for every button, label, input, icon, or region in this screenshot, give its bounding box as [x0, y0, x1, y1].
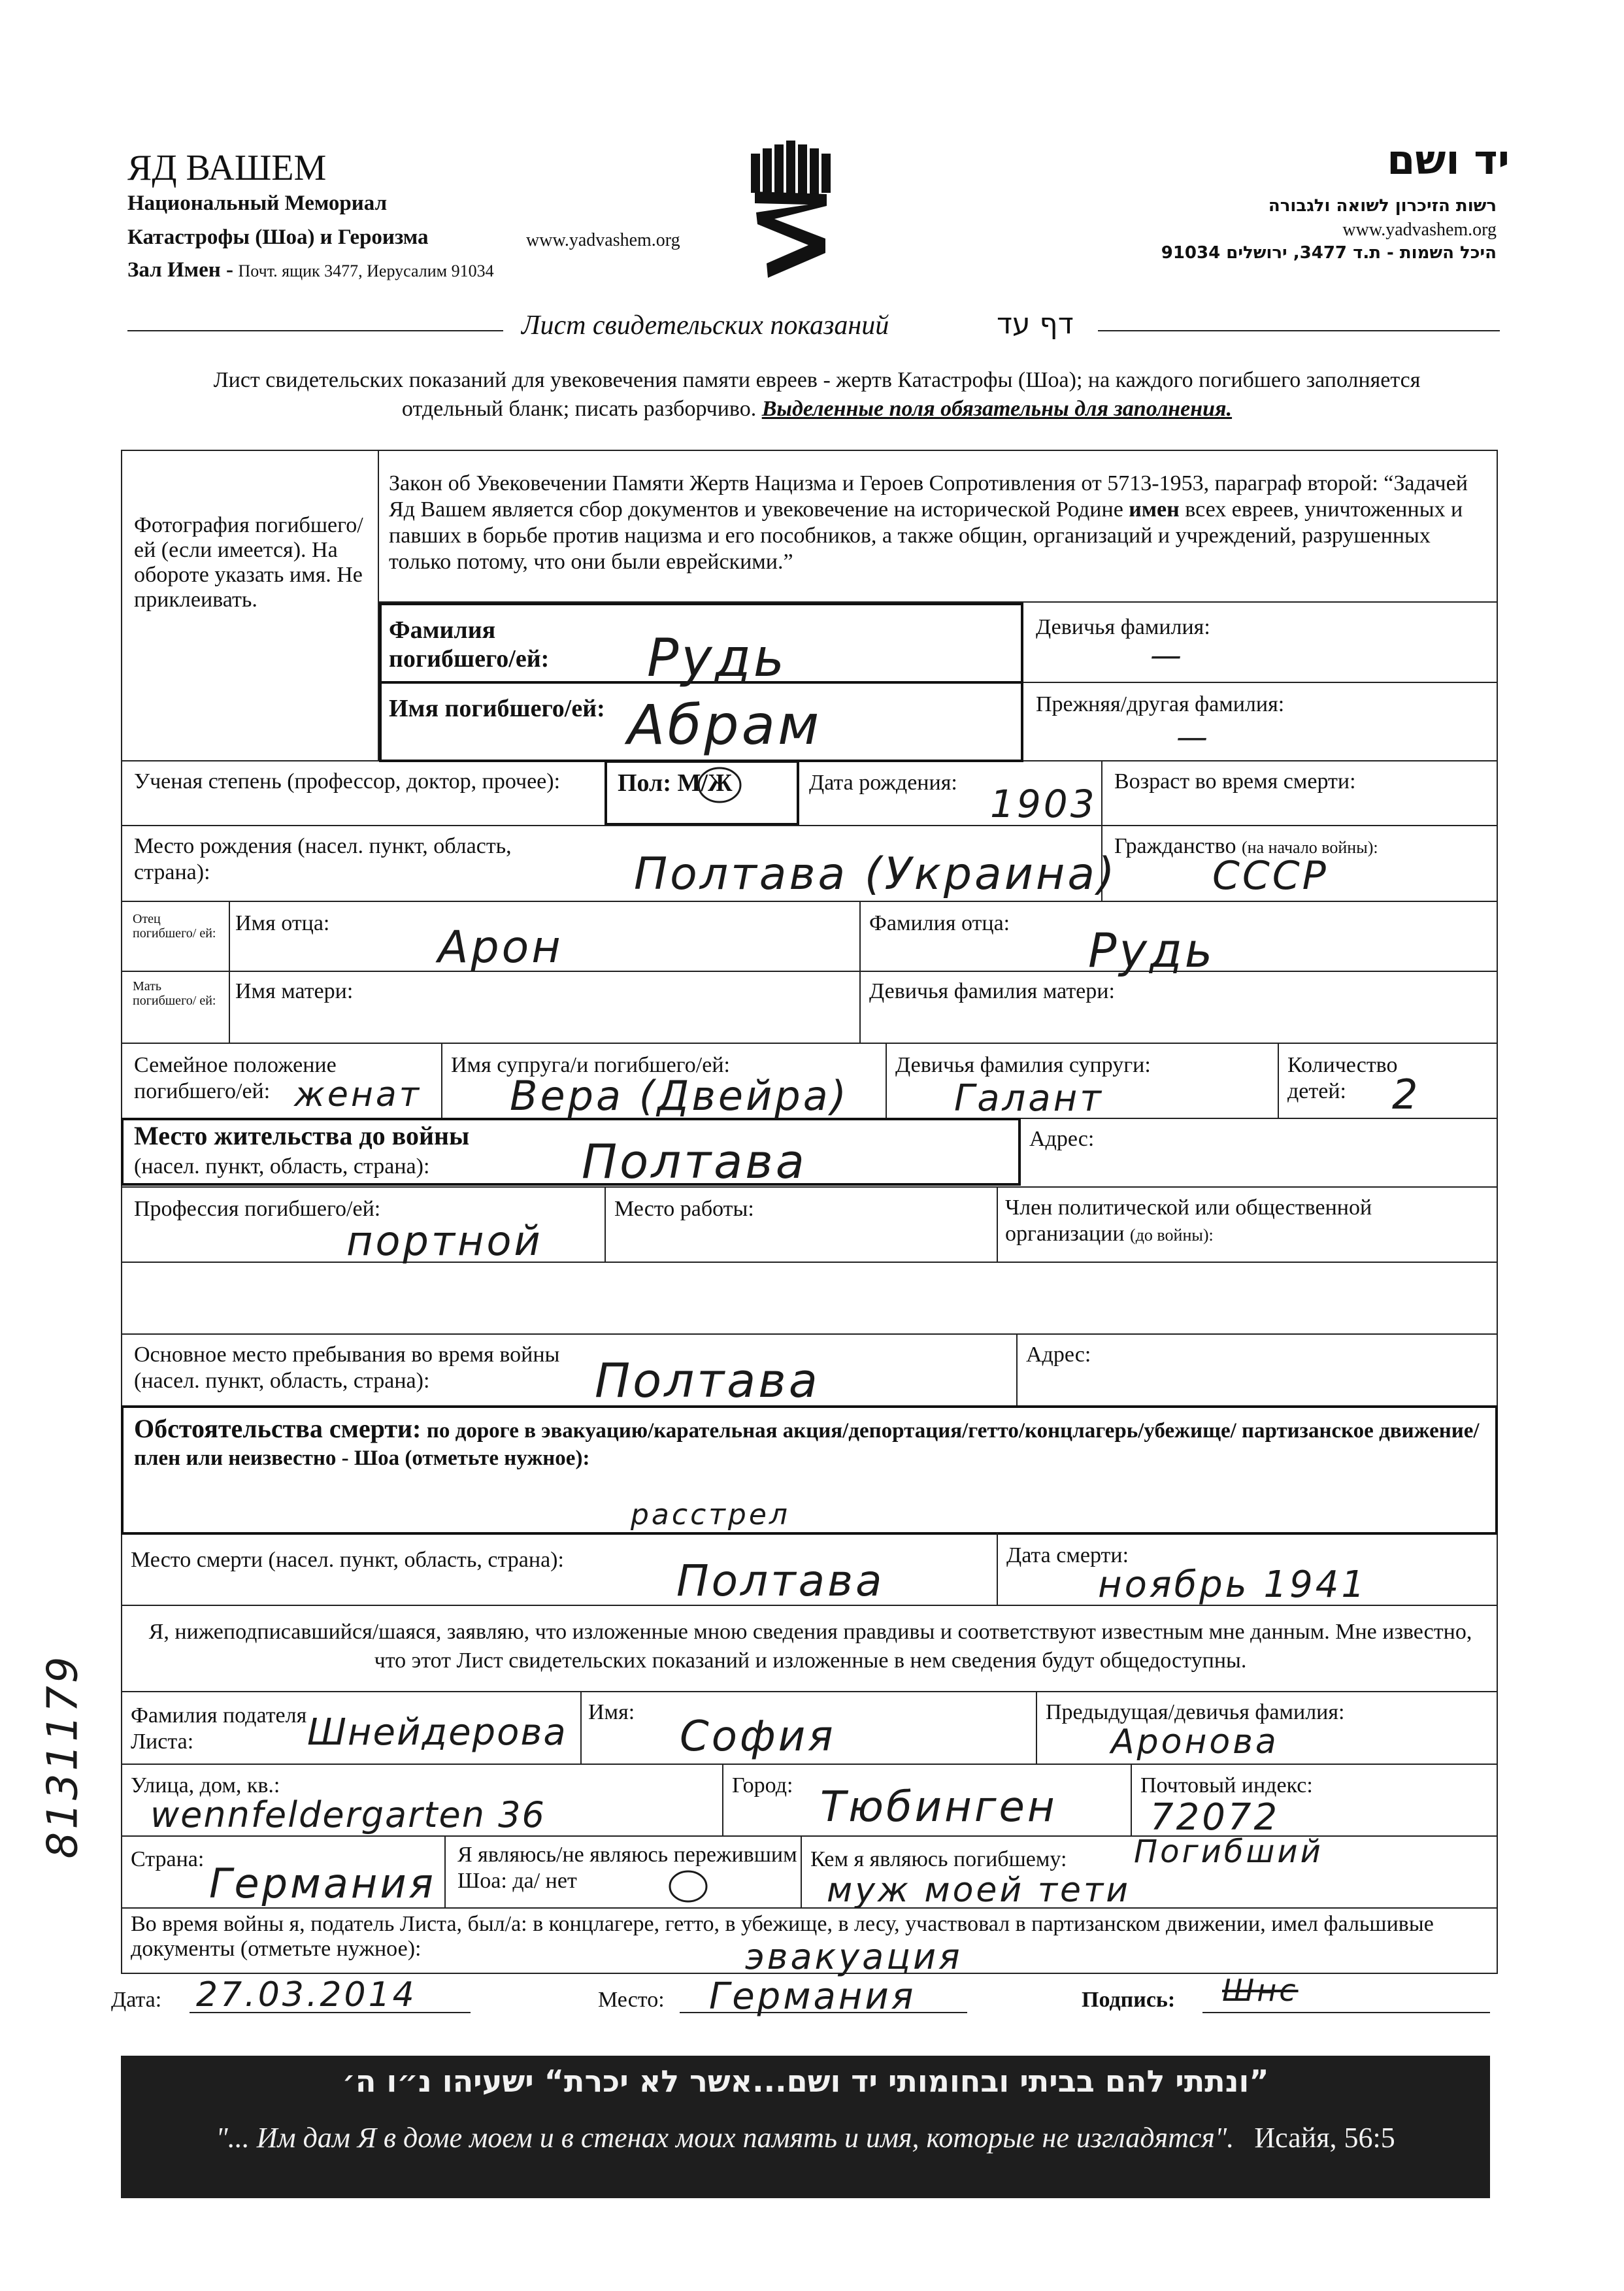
street-label: Улица, дом, кв.: — [131, 1773, 280, 1798]
row-profession-bottom — [121, 1262, 1498, 1263]
other-surname-label: Прежняя/другая фамилия: — [1036, 692, 1285, 716]
marital-label: Семейное положение погибшего/ей: — [134, 1053, 337, 1103]
row-father-top — [121, 901, 1498, 902]
children-value[interactable]: 2 — [1392, 1071, 1421, 1118]
authority-he: רשות הזיכרון לשואה ולגבורה — [1268, 196, 1497, 216]
father-name-value[interactable]: Арон — [438, 922, 563, 973]
birthplace-value[interactable]: Полтава (Украина) — [634, 848, 1118, 900]
profession-value[interactable]: портной — [346, 1217, 543, 1265]
date-value[interactable]: 27.03.2014 — [196, 1975, 417, 2015]
surname-label: Фамилия погибшего/ей: — [389, 616, 550, 673]
spouse-maiden-label: Девичья фамилия супруги: — [895, 1053, 1151, 1077]
death-place-value[interactable]: Полтава — [676, 1556, 885, 1606]
father-name-label: Имя отца: — [235, 911, 330, 935]
relation-value-1[interactable]: Погибший — [1134, 1833, 1323, 1870]
parent-side-div — [229, 901, 230, 1043]
frame-left — [121, 450, 122, 1973]
residence-label: Место жительства до войны — [134, 1121, 470, 1150]
member-text: Член политической или общественной организации — [1005, 1196, 1372, 1246]
circumstances-text — [134, 1415, 1487, 1472]
hall-address: Почт. ящик 3477, Иерусалим 91034 — [238, 261, 494, 280]
birthdate-label: Дата рождения: — [809, 771, 957, 795]
residence-value[interactable]: Полтава — [582, 1134, 807, 1189]
age-death-label: Возраст во время смерти: — [1114, 769, 1356, 794]
submitter-maiden-value[interactable]: Аронова — [1111, 1722, 1279, 1762]
maiden-value[interactable]: — — [1150, 637, 1184, 674]
death-place-label: Место смерти (насел. пункт, область, страна): — [131, 1548, 564, 1572]
logo-candle-3 — [774, 144, 784, 194]
relation-label: Кем я являюсь погибшему: — [810, 1847, 1067, 1871]
row-birthplace-top — [121, 825, 1498, 826]
law-text — [389, 471, 1487, 575]
children-label: Количество детей: — [1287, 1053, 1398, 1103]
country-div-1 — [444, 1835, 446, 1907]
spouse-name-label: Имя супруга/и погибшего/ей: — [451, 1053, 730, 1077]
declaration-text: Я, нижеподписавшийся/шаяся, заявляю, что изложенные мною сведения правдивы и соответствуют известным мне данным. Мне известно, что этот Лист свидетельских показаний и изложенные в нем сведения будут общедоступны. — [148, 1620, 1472, 1673]
father-side-label: Отец погибшего/ ей: — [133, 912, 216, 941]
submitter-name-value[interactable]: София — [680, 1713, 836, 1761]
hall-label: Зал Имен - — [127, 258, 234, 282]
submitter-maiden-label: Предыдущая/девичья фамилия: — [1046, 1700, 1345, 1724]
father-surname-label: Фамилия отца: — [869, 911, 1010, 935]
circumstances-options: по дороге в эвакуацию/карательная акция/депортация/гетто/концлагерь/убежище/ партизанское движение/плен или неизвестно - Шоа (отметьте нужное): — [134, 1419, 1480, 1470]
submitter-name-label: Имя: — [588, 1700, 635, 1724]
profession-label: Профессия погибшего/ей: — [134, 1197, 381, 1221]
intro-text — [163, 366, 1470, 424]
archive-number: 8131179 — [39, 1654, 88, 1859]
marital-div-3 — [1278, 1043, 1279, 1118]
logo-candle-1 — [751, 154, 760, 193]
sex-label: Пол: М/Ж — [618, 769, 733, 797]
maiden-label: Девичья фамилия: — [1036, 615, 1210, 639]
parent-mid-div — [859, 901, 861, 1043]
father-surname-value[interactable]: Рудь — [1088, 923, 1216, 978]
org-name-he: יד ושם — [1387, 136, 1510, 184]
row-submitter-top — [121, 1691, 1498, 1692]
mother-side-label: Мать погибшего/ ей: — [133, 979, 216, 1008]
country-label: Страна: — [131, 1847, 205, 1871]
yad-vashem-logo — [748, 141, 840, 291]
city-value[interactable]: Тюбинген — [820, 1783, 1057, 1831]
photo-note: Фотография погибшего/ей (если имеется). На обороте указать имя. Не приклеивать. — [134, 513, 363, 612]
intro-emphasis: Выделенные поля обязательны для заполнения. — [761, 397, 1233, 421]
mother-maiden-label: Девичья фамилия матери: — [869, 979, 1115, 1003]
citizenship-text: Гражданство — [1114, 834, 1236, 858]
title-rule-left — [127, 330, 503, 331]
prof-div-1 — [605, 1186, 606, 1262]
survivor-mark-circle — [668, 1869, 708, 1903]
row-war-top — [121, 1333, 1498, 1335]
hall-line — [127, 258, 494, 282]
org-name-ru: ЯД ВАШЕМ — [127, 148, 327, 188]
logo-candle-5 — [798, 144, 807, 194]
marital-value[interactable]: женат — [294, 1075, 422, 1114]
marital-div-2 — [886, 1043, 887, 1118]
war-note-value[interactable]: эвакуация — [745, 1936, 963, 1977]
logo-candle-4 — [786, 141, 795, 194]
submitter-surname-value[interactable]: Шнейдерова — [307, 1711, 567, 1754]
form-title-he: דף עד — [997, 307, 1074, 341]
member-note: (до войны): — [1130, 1226, 1214, 1245]
footer-hebrew-quote: ”ונתתי להם בביתי ובחומותי יד ושם...אשר לא יכרת“ ישעיהו נ״ו ה׳ — [342, 2064, 1269, 2099]
surname-value[interactable]: Рудь — [647, 627, 787, 688]
street-div-1 — [722, 1764, 723, 1835]
death-date-label: Дата смерти: — [1006, 1543, 1129, 1567]
survivor-no[interactable]: / нет — [533, 1869, 577, 1893]
address-label: Адрес: — [1029, 1127, 1095, 1151]
url-right: www.yadvashem.org — [1342, 220, 1497, 240]
logo-flame — [755, 192, 827, 278]
war-place-label: Основное место пребывания во время войны (насел. пункт, область, страна): — [134, 1343, 560, 1393]
marital-div-1 — [441, 1043, 442, 1118]
survivor-text: Я являюсь/не являюсь пережившим Шоа: — [457, 1843, 797, 1893]
sub-div-2 — [1036, 1691, 1037, 1764]
logo-candle-2 — [763, 148, 772, 194]
circumstances-title: Обстоятельства смерти: — [134, 1414, 422, 1443]
relation-value-2[interactable]: муж моей тети — [827, 1871, 1131, 1910]
war-div — [1016, 1333, 1018, 1405]
city-label: Город: — [732, 1773, 793, 1798]
zip-value[interactable]: 72072 — [1150, 1796, 1280, 1839]
row-marital-top — [121, 1043, 1498, 1044]
signature-rule — [1202, 2012, 1490, 2013]
logo-candle-6 — [810, 148, 819, 194]
circumstances-value[interactable]: расстрел — [631, 1498, 791, 1531]
citizenship-value[interactable]: СССР — [1212, 853, 1329, 899]
address2-label: Адрес: — [1026, 1343, 1091, 1367]
frame-top — [121, 450, 1498, 451]
place-label: Место: — [598, 1988, 665, 2012]
sex-mark-circle — [696, 765, 743, 805]
firstname-value[interactable]: Абрам — [627, 693, 822, 757]
residence-sub-label: (насел. пункт, область, страна): — [134, 1154, 430, 1179]
frame-right — [1497, 450, 1498, 1973]
law-text-bold: имен — [1129, 497, 1180, 522]
footer-russian-quote: "... Им дам Я в доме моем и в стенах моих память и имя, которые не изгладятся". — [216, 2122, 1235, 2154]
row-street-top — [121, 1764, 1498, 1765]
country-value[interactable]: Германия — [209, 1860, 436, 1907]
signature-label: Подпись: — [1082, 1988, 1176, 2012]
row-profession-top — [121, 1186, 1498, 1188]
footer-russian-line — [127, 2121, 1483, 2154]
zip-label: Почтовый индекс: — [1140, 1773, 1313, 1798]
footer-banner — [121, 2056, 1490, 2198]
row-mother-top — [121, 971, 1498, 972]
submitter-surname-label: Фамилия подателя Листа: — [131, 1703, 307, 1754]
place-value[interactable]: Германия — [709, 1975, 916, 2018]
sub-div-1 — [580, 1691, 582, 1764]
war-place-value[interactable]: Полтава — [595, 1353, 820, 1408]
war-note-label: Во время войны я, податель Листа, был/а: в концлагере, гетто, в убежище, в лесу, участвовал в партизанском движении, имел фальшивые документы (отметьте нужное): — [131, 1912, 1434, 1961]
law-text-part1: Закон об Увековечении Памяти Жертв Нацизма и Героев Сопротивления от 5713-1953, параграф второй: “Задачей Яд Вашем является сбор документов и увековечение на исторической Родине — [389, 471, 1468, 522]
intro-main: Лист свидетельских показаний для увековечения памяти евреев - жертв Катастрофы (Шоа); на каждого погибшего заполняется отдельный бланк; писать разборчиво. — [213, 368, 1421, 421]
footer-source: Исайя, 56:5 — [1254, 2122, 1395, 2154]
spouse-maiden-value[interactable]: Галант — [954, 1077, 1104, 1120]
street-div-2 — [1131, 1764, 1132, 1835]
hall-he: היכל השמות - ת.ד 3477, ירושלים 91034 — [1161, 243, 1497, 263]
form-title: Лист свидетельских показаний — [522, 310, 889, 341]
url-left: www.yadvashem.org — [526, 230, 680, 250]
other-surname-value[interactable]: — — [1176, 719, 1210, 756]
degree-label: Ученая степень (профессор, доктор, прочее): — [134, 769, 561, 794]
birthplace-label: Место рождения (насел. пункт, область, страна): — [134, 834, 512, 884]
street-value[interactable]: wennfeldergarten 36 — [150, 1794, 546, 1835]
law-text-part2: всех евреев, уничтоженных и павших в борьбе против нацизма и его пособников, а также общин, организаций и учреждений, разрушенных только потому, что они были еврейскими.” — [389, 497, 1463, 574]
death-date-value[interactable]: ноябрь 1941 — [1098, 1564, 1367, 1606]
survivor-yes[interactable]: да — [512, 1869, 534, 1893]
row-war-note-top — [121, 1907, 1498, 1909]
survivor-label — [457, 1842, 797, 1894]
memorial-line-2: Катастрофы (Шоа) и Героизма — [127, 226, 429, 249]
date-label: Дата: — [111, 1988, 162, 2012]
death-div — [997, 1533, 998, 1605]
mother-name-label: Имя матери: — [235, 979, 354, 1003]
spouse-name-value[interactable]: Вера (Двейра) — [510, 1072, 849, 1120]
member-label — [1005, 1195, 1489, 1248]
signature-value[interactable]: Шнс — [1222, 1973, 1299, 2008]
citizenship-note: (на начало войны): — [1241, 838, 1378, 857]
country-div-2 — [801, 1835, 802, 1907]
memorial-line-1: Национальный Мемориал — [127, 192, 388, 215]
workplace-label: Место работы: — [614, 1197, 754, 1221]
row-name-mid — [1023, 682, 1498, 683]
title-rule-right — [1098, 330, 1500, 331]
prof-div-2 — [997, 1186, 998, 1262]
logo-candle-7 — [821, 154, 831, 193]
birthdate-value[interactable]: 1903 — [990, 782, 1097, 826]
firstname-label: Имя погибшего/ей: — [389, 695, 605, 722]
